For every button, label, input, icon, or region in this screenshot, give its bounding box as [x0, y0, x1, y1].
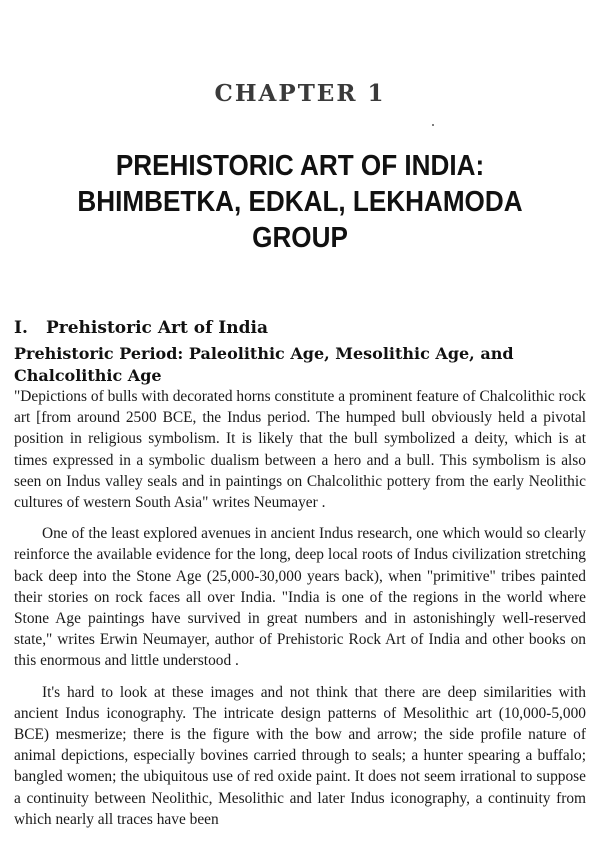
chapter-label: CHAPTER 1: [214, 80, 386, 107]
scan-speck: [432, 124, 434, 126]
section-heading: [14, 318, 268, 338]
subsection-heading: Prehistoric Period: Paleolithic Age, Mesolithic Age, and Chalcolithic Age: [14, 344, 514, 385]
paragraph: It's hard to look at these images and not think that there are deep similarities with ancient Indus iconography. The intricate design patterns of Mesolithic art (10,000-5,000 BCE) mesmerize; there is the figure with the bow and arrow; the side profile nature of animal depictions, especially bovines carried through to seals; a hunter spearing a buffalo; bangled women; the ubiquitous use of red oxide paint. It does not seem irrational to suppose a continuity between Neolithic, Mesolithic and later Indus iconography, a continuity from which nearly all traces have been: [14, 683, 586, 828]
paragraph: One of the least explored avenues in ancient Indus research, one which would so clearly reinforce the available evidence for the long, deep local roots of Indus civilization stretching back deep into the Stone Age (25,000-30,000 years back), when "primitive" tribes painted their stories on rock faces all over India. "India is one of the regions in the world where Stone Age paintings have survived in great numbers and in astonishingly well-reserved state," writes Erwin Neumayer, author of Prehistoric Rock Art of India and other books on this enormous and little understood .: [14, 525, 586, 670]
body-text: [14, 386, 586, 840]
paragraph-quote: "Depictions of bulls with decorated horns constitute a prominent feature of Chalcolithic rock art [from around 2500 BCE, the Indus period. The humped bull obviously held a pivotal position in religious symbolism. It is likely that the bull symbolized a deity, which is at times expressed in a symbolic dualism between a hero and a bull. This symbolism is also seen on Indus valley seals and in paintings on Chalcolithic pottery from the early Neolithic cultures of western South Asia" writes Neumayer .: [14, 388, 586, 512]
section-title: Prehistoric Art of India: [46, 318, 268, 338]
section-number: I.: [14, 318, 28, 338]
chapter-title: PREHISTORIC ART OF INDIA: BHIMBETKA, EDKAL, LEKHAMODA GROUP: [77, 150, 523, 254]
